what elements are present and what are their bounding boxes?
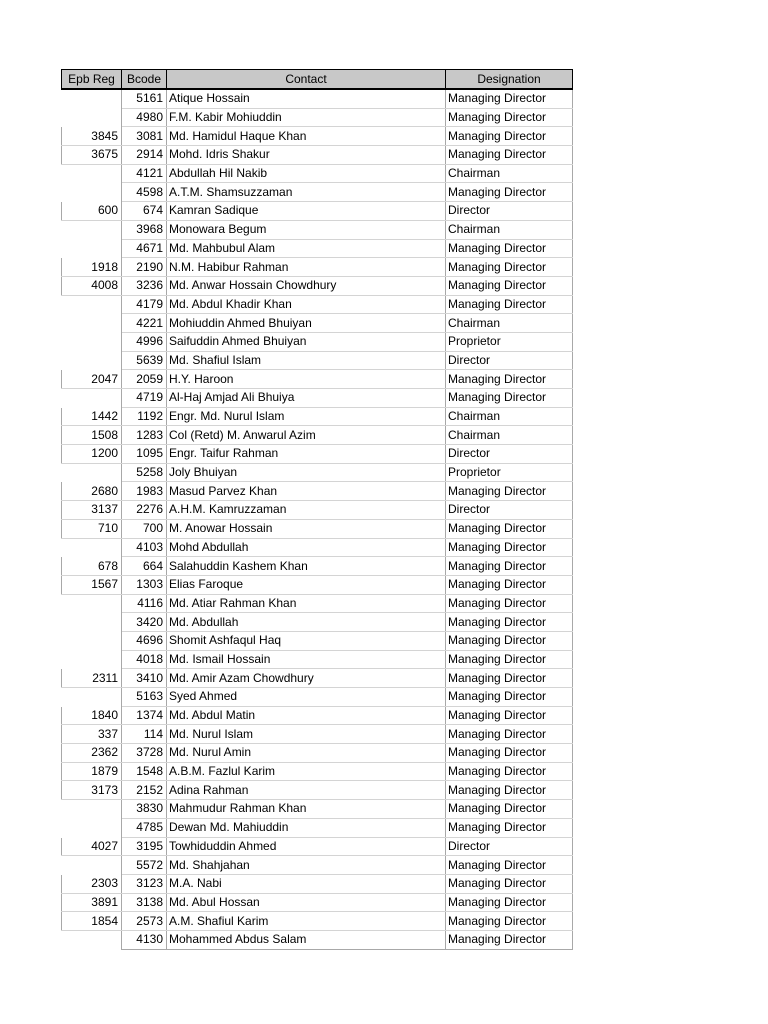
- table-row: [62, 332, 573, 351]
- contact-cell[interactable]: Md. Abdul Khadir Khan: [167, 295, 446, 314]
- contact-cell[interactable]: A.B.M. Fazlul Karim: [167, 762, 446, 781]
- bcode-cell[interactable]: 1983: [122, 482, 167, 501]
- table-row: [62, 183, 573, 202]
- contact-cell[interactable]: Md. Nurul Amin: [167, 744, 446, 763]
- contact-cell[interactable]: Md. Nurul Islam: [167, 725, 446, 744]
- designation-cell[interactable]: Managing Director: [446, 594, 573, 613]
- designation-cell[interactable]: Managing Director: [446, 519, 573, 538]
- epb-reg-cell[interactable]: [62, 332, 122, 351]
- designation-cell[interactable]: Managing Director: [446, 538, 573, 557]
- bcode-cell[interactable]: 664: [122, 557, 167, 576]
- designation-cell[interactable]: Managing Director: [446, 818, 573, 837]
- contact-cell[interactable]: Md. Amir Azam Chowdhury: [167, 669, 446, 688]
- designation-cell[interactable]: Managing Director: [446, 688, 573, 707]
- table-row: [62, 146, 573, 165]
- epb-reg-cell[interactable]: [62, 220, 122, 239]
- table-row: [62, 669, 573, 688]
- designation-cell[interactable]: Managing Director: [446, 239, 573, 258]
- bcode-cell[interactable]: 3728: [122, 744, 167, 763]
- bcode-cell[interactable]: 5163: [122, 688, 167, 707]
- designation-cell[interactable]: Chairman: [446, 220, 573, 239]
- table-row: [62, 818, 573, 837]
- contact-cell[interactable]: Md. Ismail Hossain: [167, 650, 446, 669]
- epb-reg-cell[interactable]: 2311: [62, 669, 122, 688]
- table-row: [62, 314, 573, 333]
- epb-reg-cell[interactable]: [62, 818, 122, 837]
- epb-reg-cell[interactable]: 4008: [62, 276, 122, 295]
- table-row: [62, 874, 573, 893]
- table-row: [62, 258, 573, 277]
- designation-cell[interactable]: Director: [446, 837, 573, 856]
- bcode-cell[interactable]: 2059: [122, 370, 167, 389]
- bcode-cell[interactable]: 4130: [122, 930, 167, 949]
- contact-cell[interactable]: Elias Faroque: [167, 575, 446, 594]
- table-row: [62, 127, 573, 146]
- epb-reg-cell[interactable]: [62, 463, 122, 482]
- table-row: [62, 482, 573, 501]
- epb-reg-cell[interactable]: [62, 631, 122, 650]
- epb-reg-cell[interactable]: [62, 183, 122, 202]
- bcode-cell[interactable]: 4671: [122, 239, 167, 258]
- epb-reg-cell[interactable]: [62, 856, 122, 875]
- contact-cell[interactable]: Dewan Md. Mahiuddin: [167, 818, 446, 837]
- designation-cell[interactable]: Managing Director: [446, 183, 573, 202]
- bcode-cell[interactable]: 5572: [122, 856, 167, 875]
- contact-cell[interactable]: Engr. Taifur Rahman: [167, 445, 446, 464]
- table-row: [62, 426, 573, 445]
- contact-cell[interactable]: Md. Shahjahan: [167, 856, 446, 875]
- contact-cell[interactable]: Salahuddin Kashem Khan: [167, 557, 446, 576]
- epb-reg-cell[interactable]: 1200: [62, 445, 122, 464]
- table-row: [62, 220, 573, 239]
- contact-cell[interactable]: Atique Hossain: [167, 89, 446, 108]
- epb-reg-cell[interactable]: [62, 314, 122, 333]
- epb-reg-cell[interactable]: [62, 295, 122, 314]
- epb-reg-cell[interactable]: 3137: [62, 501, 122, 520]
- bcode-cell[interactable]: 4598: [122, 183, 167, 202]
- epb-reg-cell[interactable]: [62, 650, 122, 669]
- epb-reg-cell[interactable]: [62, 613, 122, 632]
- table-row: [62, 239, 573, 258]
- designation-cell[interactable]: Director: [446, 351, 573, 370]
- epb-reg-cell[interactable]: 1508: [62, 426, 122, 445]
- header-row: [62, 70, 573, 90]
- designation-cell[interactable]: Managing Director: [446, 744, 573, 763]
- table-row: [62, 276, 573, 295]
- table-row: [62, 725, 573, 744]
- table-row: [62, 893, 573, 912]
- bcode-cell[interactable]: 4719: [122, 389, 167, 408]
- contact-cell[interactable]: Syed Ahmed: [167, 688, 446, 707]
- bcode-cell[interactable]: 700: [122, 519, 167, 538]
- contact-cell[interactable]: Md. Mahbubul Alam: [167, 239, 446, 258]
- designation-cell[interactable]: Managing Director: [446, 108, 573, 127]
- designation-cell[interactable]: Managing Director: [446, 762, 573, 781]
- contact-cell[interactable]: Abdullah Hil Nakib: [167, 164, 446, 183]
- designation-cell[interactable]: Proprietor: [446, 332, 573, 351]
- contact-cell[interactable]: Col (Retd) M. Anwarul Azim: [167, 426, 446, 445]
- epb-reg-cell[interactable]: [62, 89, 122, 108]
- contact-cell[interactable]: H.Y. Haroon: [167, 370, 446, 389]
- designation-cell[interactable]: Managing Director: [446, 127, 573, 146]
- designation-cell[interactable]: Managing Director: [446, 557, 573, 576]
- designation-cell[interactable]: Managing Director: [446, 370, 573, 389]
- table-row: [62, 930, 573, 949]
- epb-reg-cell[interactable]: 2362: [62, 744, 122, 763]
- epb-reg-cell[interactable]: [62, 164, 122, 183]
- header-bcode[interactable]: Bcode: [122, 70, 167, 90]
- bcode-cell[interactable]: 5639: [122, 351, 167, 370]
- epb-reg-cell[interactable]: 2680: [62, 482, 122, 501]
- designation-cell[interactable]: Managing Director: [446, 89, 573, 108]
- contact-cell[interactable]: Engr. Md. Nurul Islam: [167, 407, 446, 426]
- designation-cell[interactable]: Director: [446, 501, 573, 520]
- bcode-cell[interactable]: 1303: [122, 575, 167, 594]
- bcode-cell[interactable]: 3410: [122, 669, 167, 688]
- table-row: [62, 445, 573, 464]
- contact-cell[interactable]: N.M. Habibur Rahman: [167, 258, 446, 277]
- epb-reg-cell[interactable]: 3891: [62, 893, 122, 912]
- bcode-cell[interactable]: 3081: [122, 127, 167, 146]
- epb-reg-cell[interactable]: 3675: [62, 146, 122, 165]
- bcode-cell[interactable]: 2152: [122, 781, 167, 800]
- epb-reg-cell[interactable]: [62, 538, 122, 557]
- designation-cell[interactable]: Managing Director: [446, 146, 573, 165]
- table-row: [62, 538, 573, 557]
- table-body: [62, 89, 573, 949]
- bcode-cell[interactable]: 674: [122, 202, 167, 221]
- table-row: [62, 463, 573, 482]
- table-row: [62, 912, 573, 931]
- contact-cell[interactable]: Saifuddin Ahmed Bhuiyan: [167, 332, 446, 351]
- contact-cell[interactable]: Md. Abul Hossan: [167, 893, 446, 912]
- designation-cell[interactable]: Director: [446, 445, 573, 464]
- table-row: [62, 351, 573, 370]
- epb-reg-cell[interactable]: [62, 930, 122, 949]
- table-row: [62, 800, 573, 819]
- bcode-cell[interactable]: 1548: [122, 762, 167, 781]
- contact-cell[interactable]: Md. Abdullah: [167, 613, 446, 632]
- bcode-cell[interactable]: 2276: [122, 501, 167, 520]
- bcode-cell[interactable]: 4785: [122, 818, 167, 837]
- bcode-cell[interactable]: 4696: [122, 631, 167, 650]
- designation-cell[interactable]: Managing Director: [446, 613, 573, 632]
- contact-cell[interactable]: Md. Anwar Hossain Chowdhury: [167, 276, 446, 295]
- table-row: [62, 837, 573, 856]
- designation-cell[interactable]: Managing Director: [446, 631, 573, 650]
- epb-reg-cell[interactable]: 3845: [62, 127, 122, 146]
- table-row: [62, 389, 573, 408]
- epb-reg-cell[interactable]: [62, 108, 122, 127]
- bcode-cell[interactable]: 2573: [122, 912, 167, 931]
- bcode-cell[interactable]: 3830: [122, 800, 167, 819]
- contact-cell[interactable]: Mohammed Abdus Salam: [167, 930, 446, 949]
- designation-cell[interactable]: Managing Director: [446, 874, 573, 893]
- epb-reg-cell[interactable]: [62, 800, 122, 819]
- bcode-cell[interactable]: 3968: [122, 220, 167, 239]
- contact-cell[interactable]: Al-Haj Amjad Ali Bhuiya: [167, 389, 446, 408]
- epb-reg-cell[interactable]: [62, 239, 122, 258]
- bcode-cell[interactable]: 2190: [122, 258, 167, 277]
- header-epb-reg[interactable]: Epb Reg: [62, 70, 122, 90]
- designation-cell[interactable]: Managing Director: [446, 650, 573, 669]
- contact-cell[interactable]: A.M. Shafiul Karim: [167, 912, 446, 931]
- designation-cell[interactable]: Director: [446, 202, 573, 221]
- designation-cell[interactable]: Managing Director: [446, 575, 573, 594]
- designation-cell[interactable]: Managing Director: [446, 725, 573, 744]
- table-row: [62, 650, 573, 669]
- epb-reg-cell[interactable]: [62, 688, 122, 707]
- epb-reg-cell[interactable]: [62, 389, 122, 408]
- table-row: [62, 781, 573, 800]
- table-row: [62, 762, 573, 781]
- contact-cell[interactable]: Md. Hamidul Haque Khan: [167, 127, 446, 146]
- table-row: [62, 501, 573, 520]
- header-contact[interactable]: Contact: [167, 70, 446, 90]
- designation-cell[interactable]: Chairman: [446, 426, 573, 445]
- bcode-cell[interactable]: 1095: [122, 445, 167, 464]
- bcode-cell[interactable]: 1374: [122, 706, 167, 725]
- bcode-cell[interactable]: 3420: [122, 613, 167, 632]
- designation-cell[interactable]: Managing Director: [446, 295, 573, 314]
- table-row: [62, 370, 573, 389]
- bcode-cell[interactable]: 4121: [122, 164, 167, 183]
- contact-cell[interactable]: Md. Atiar Rahman Khan: [167, 594, 446, 613]
- designation-cell[interactable]: Chairman: [446, 314, 573, 333]
- bcode-cell[interactable]: 2914: [122, 146, 167, 165]
- designation-cell[interactable]: Managing Director: [446, 930, 573, 949]
- designation-cell[interactable]: Managing Director: [446, 893, 573, 912]
- designation-cell[interactable]: Chairman: [446, 164, 573, 183]
- bcode-cell[interactable]: 3236: [122, 276, 167, 295]
- designation-cell[interactable]: Chairman: [446, 407, 573, 426]
- contact-cell[interactable]: F.M. Kabir Mohiuddin: [167, 108, 446, 127]
- contacts-table: [61, 69, 573, 950]
- designation-cell[interactable]: Managing Director: [446, 912, 573, 931]
- spreadsheet: [61, 69, 573, 950]
- epb-reg-cell[interactable]: 1879: [62, 762, 122, 781]
- epb-reg-cell[interactable]: 1854: [62, 912, 122, 931]
- table-row: [62, 688, 573, 707]
- table-row: [62, 108, 573, 127]
- bcode-cell[interactable]: 1192: [122, 407, 167, 426]
- bcode-cell[interactable]: 4221: [122, 314, 167, 333]
- epb-reg-cell[interactable]: 1918: [62, 258, 122, 277]
- table-row: [62, 89, 573, 108]
- epb-reg-cell[interactable]: 1840: [62, 706, 122, 725]
- contact-cell[interactable]: A.H.M. Kamruzzaman: [167, 501, 446, 520]
- epb-reg-cell[interactable]: 1567: [62, 575, 122, 594]
- bcode-cell[interactable]: 5161: [122, 89, 167, 108]
- bcode-cell[interactable]: 4980: [122, 108, 167, 127]
- table-row: [62, 575, 573, 594]
- table-row: [62, 164, 573, 183]
- contact-cell[interactable]: Towhiduddin Ahmed: [167, 837, 446, 856]
- bcode-cell[interactable]: 3138: [122, 893, 167, 912]
- table-row: [62, 295, 573, 314]
- designation-cell[interactable]: Managing Director: [446, 706, 573, 725]
- bcode-cell[interactable]: 5258: [122, 463, 167, 482]
- contact-cell[interactable]: Mohd. Idris Shakur: [167, 146, 446, 165]
- contact-cell[interactable]: Joly Bhuiyan: [167, 463, 446, 482]
- table-row: [62, 744, 573, 763]
- table-row: [62, 519, 573, 538]
- contact-cell[interactable]: Adina Rahman: [167, 781, 446, 800]
- table-row: [62, 613, 573, 632]
- designation-cell[interactable]: Managing Director: [446, 258, 573, 277]
- bcode-cell[interactable]: 3195: [122, 837, 167, 856]
- contact-cell[interactable]: Monowara Begum: [167, 220, 446, 239]
- epb-reg-cell[interactable]: 678: [62, 557, 122, 576]
- table-row: [62, 706, 573, 725]
- bcode-cell[interactable]: 4103: [122, 538, 167, 557]
- table-row: [62, 631, 573, 650]
- contact-cell[interactable]: Shomit Ashfaqul Haq: [167, 631, 446, 650]
- table-row: [62, 407, 573, 426]
- table-row: [62, 856, 573, 875]
- epb-reg-cell[interactable]: [62, 594, 122, 613]
- designation-cell[interactable]: Managing Director: [446, 669, 573, 688]
- contact-cell[interactable]: M.A. Nabi: [167, 874, 446, 893]
- designation-cell[interactable]: Managing Director: [446, 482, 573, 501]
- epb-reg-cell[interactable]: 3173: [62, 781, 122, 800]
- bcode-cell[interactable]: 114: [122, 725, 167, 744]
- epb-reg-cell[interactable]: 710: [62, 519, 122, 538]
- contact-cell[interactable]: Mohd Abdullah: [167, 538, 446, 557]
- contact-cell[interactable]: Mohiuddin Ahmed Bhuiyan: [167, 314, 446, 333]
- epb-reg-cell[interactable]: 600: [62, 202, 122, 221]
- table-row: [62, 202, 573, 221]
- epb-reg-cell[interactable]: 2047: [62, 370, 122, 389]
- epb-reg-cell[interactable]: 4027: [62, 837, 122, 856]
- contact-cell[interactable]: M. Anowar Hossain: [167, 519, 446, 538]
- designation-cell[interactable]: Managing Director: [446, 856, 573, 875]
- bcode-cell[interactable]: 3123: [122, 874, 167, 893]
- bcode-cell[interactable]: 4116: [122, 594, 167, 613]
- contact-cell[interactable]: A.T.M. Shamsuzzaman: [167, 183, 446, 202]
- designation-cell[interactable]: Managing Director: [446, 781, 573, 800]
- table-row: [62, 594, 573, 613]
- contact-cell[interactable]: Masud Parvez Khan: [167, 482, 446, 501]
- epb-reg-cell[interactable]: 2303: [62, 874, 122, 893]
- bcode-cell[interactable]: 4179: [122, 295, 167, 314]
- bcode-cell[interactable]: 4018: [122, 650, 167, 669]
- epb-reg-cell[interactable]: 1442: [62, 407, 122, 426]
- header-designation[interactable]: Designation: [446, 70, 573, 90]
- contact-cell[interactable]: Md. Abdul Matin: [167, 706, 446, 725]
- contact-cell[interactable]: Kamran Sadique: [167, 202, 446, 221]
- bcode-cell[interactable]: 4996: [122, 332, 167, 351]
- contact-cell[interactable]: Mahmudur Rahman Khan: [167, 800, 446, 819]
- designation-cell[interactable]: Managing Director: [446, 389, 573, 408]
- epb-reg-cell[interactable]: 337: [62, 725, 122, 744]
- epb-reg-cell[interactable]: [62, 351, 122, 370]
- designation-cell[interactable]: Managing Director: [446, 276, 573, 295]
- designation-cell[interactable]: Proprietor: [446, 463, 573, 482]
- designation-cell[interactable]: Managing Director: [446, 800, 573, 819]
- table-row: [62, 557, 573, 576]
- contact-cell[interactable]: Md. Shafiul Islam: [167, 351, 446, 370]
- bcode-cell[interactable]: 1283: [122, 426, 167, 445]
